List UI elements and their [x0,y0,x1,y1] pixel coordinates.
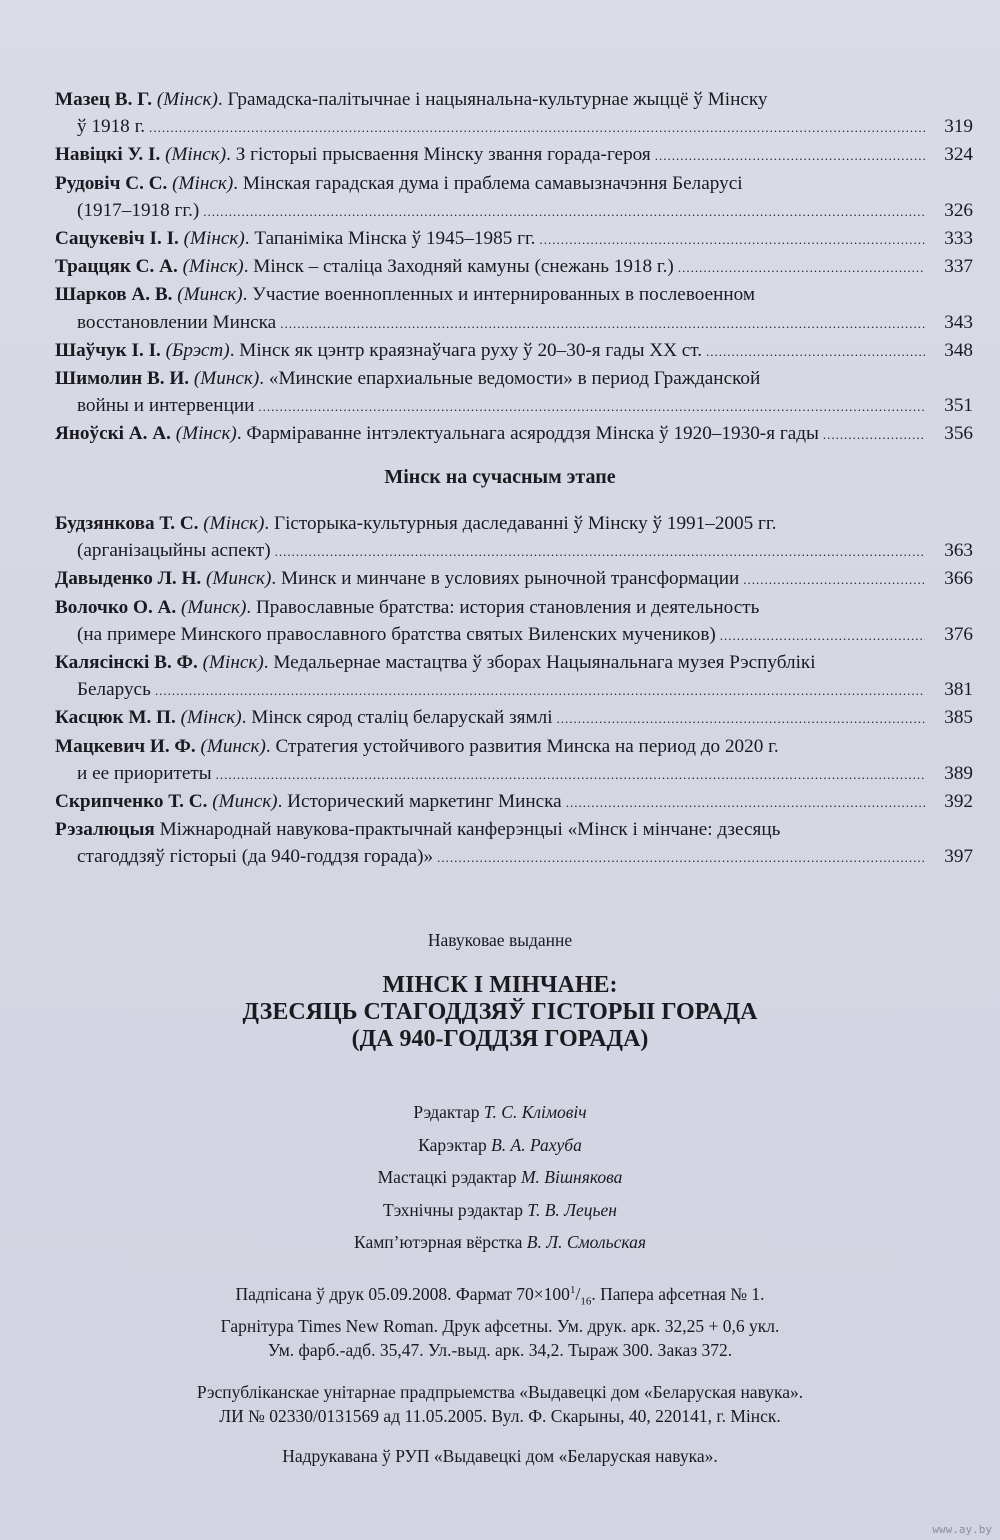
watermark: www.ay.by [932,1523,992,1536]
toc-entry-line [55,113,973,141]
page-number: 381 [944,679,973,701]
toc-entry [55,141,973,169]
page-number: 351 [944,395,973,417]
toc-author: Траццяк С. А. [55,256,178,278]
toc-entry-head: Скрипченко Т. С. (Минск). Исторический маркетинг Минска [55,791,562,813]
toc-author: Мацкевич И. Ф. [55,735,196,757]
toc-title: Тапаніміка Мінска ў 1945–1985 гг. [254,228,536,250]
toc-entry [55,337,973,365]
toc-title-continued: стагоддзяў гісторыі (да 940-годдзя горада)» [77,846,434,868]
toc-entry-line [55,565,973,593]
printing-line: Гарнітура Times New Roman. Друк афсетны. Ум. друк. арк. 32,25 + 0,6 укл. [220,1315,780,1336]
toc-entry-line [55,86,973,113]
toc-city: (Минск) [212,791,278,813]
toc-entry-head: Касцюк М. П. (Мінск). Мінск сярод сталіц беларускай зямлі [55,707,553,729]
toc-entry-head: Калясінскі В. Ф. (Мінск). Медальернае мастацтва ў зборах Нацыянальнага музея Рэспублікі [55,652,816,674]
toc-entry-line [55,676,973,704]
toc-entry [55,704,973,732]
edition-type: Навуковае выданне [427,930,573,950]
toc-title: З гісторыі прысваення Мінску звання горада-героя [235,144,651,166]
toc-title: Мінск як цэнтр краязнаўчага руху ў 20–30-я гады XX ст. [239,339,703,361]
toc-entry [55,649,973,704]
toc-title-continued: войны и интервенции [77,395,255,417]
toc-title-continued: Беларусь [77,679,151,701]
toc-section-1 [55,86,973,449]
toc-title: Грамадска-палітычнае і нацыянальна-культурнае жыццё ў Мінску [227,89,768,110]
toc-entry-line [55,621,973,649]
toc-author: Яноўскі А. А. [55,423,171,445]
credit-name: В. Л. Смольская [526,1232,646,1252]
leader-dots [823,421,925,448]
toc-entry-line [55,537,973,565]
toc-entry-line [55,309,973,337]
toc-title: «Минские епархиальные ведомости» в период Гражданской [268,368,761,390]
toc-entry-head: Волочко О. А. (Минск). Православные братства: история становления и деятельность [55,596,760,618]
page-number: 356 [944,423,973,445]
toc-author: Будзянкова Т. С. [55,513,199,534]
toc-entry-line [55,760,973,788]
leader-dots [216,761,925,788]
toc-title: Гісторыка-культурныя даследаванні ў Мінску ў 1991–2005 гг. [273,513,777,534]
toc-title: Мінск сярод сталіц беларускай зямлі [251,707,553,729]
toc-city: (Мінск) [202,652,264,674]
toc-author: Мазец В. Г. [55,89,153,110]
credit-role: Рэдактар [413,1102,480,1122]
toc-title: Участие военнопленных и интернированных в послевоенном [252,284,755,306]
toc-author: Рудовіч С. С. [55,172,168,194]
section-title: Мінск на сучасным этапе [384,466,616,488]
toc-entry [55,281,973,336]
toc-entry [55,594,973,649]
printing-text: Падпісана ў друк 05.09.2008. Фармат 70×100 [235,1283,570,1304]
book-title-line: МІНСК І МІНЧАНЕ: [382,972,618,998]
credit-line [0,1129,1000,1162]
toc-title: Исторический маркетинг Минска [287,791,562,813]
page-number: 333 [944,228,973,250]
toc-title-continued: (арганізацыйны аспект) [77,540,271,562]
toc-entry-head: Шимолин В. И. (Минск). «Минские епархиальные ведомости» в период Гражданской [55,368,761,390]
leader-dots [275,538,925,565]
toc-entry-line [55,365,973,392]
publisher-line: Рэспубліканскае унітарнае прадпрыемства «Выдавецкі дом «Беларуская навука». [196,1382,804,1402]
toc-entry [55,86,973,141]
toc-entry [55,788,973,816]
page-number: 324 [944,144,973,166]
toc-city: (Минск) [200,735,266,757]
toc-entry [55,170,973,225]
toc-author: Давыденко Л. Н. [55,568,202,590]
leader-dots [155,677,925,704]
credit-role: Камп’ютэрная вёрстка [354,1232,523,1252]
toc-title: Медальернае мастацтва ў зборах Нацыянальнага музея Рэспублікі [273,652,816,674]
toc-city: (Мінск) [203,513,265,534]
toc-entry-line [55,420,973,448]
toc-entry [55,253,973,281]
leader-dots [149,114,925,141]
page-number: 363 [944,540,973,562]
book-title-line: (ДА 940-ГОДДЗЯ ГОРАДА) [351,1026,649,1052]
credit-line [0,1161,1000,1194]
toc-entry-head: Мацкевич И. Ф. (Минск). Стратегия устойчивого развития Минска на период до 2020 г. [55,735,779,757]
toc-title-continued: и ее приоритеты [77,762,212,784]
toc-title-continued: ў 1918 г. [77,116,146,138]
toc-entry-line [55,281,973,308]
leader-dots [706,338,925,365]
toc-entry-head: Навіцкі У. І. (Мінск). З гісторыі прысваення Мінску звання горада-героя [55,144,651,166]
toc-city: (Мінск) [182,256,244,278]
toc-city: (Мінск) [180,707,242,729]
credit-line [0,1194,1000,1227]
leader-dots [557,705,925,732]
toc-entry-line [55,337,973,365]
toc-entry-line [55,197,973,225]
publisher-line: ЛИ № 02330/0131569 ад 11.05.2005. Вул. Ф. Скарыны, 40, 220141, г. Мінск. [219,1406,781,1426]
leader-dots [720,622,925,649]
toc-entry-head: Шарков А. В. (Минск). Участие военнопленных и интернированных в послевоенном [55,284,755,306]
toc-title: Фарміраванне інтэлектуальнага асяроддзя Мінска ў 1920–1930-я гады [246,423,819,445]
toc-city: (Мінск) [172,172,234,194]
printing-text: . Папера афсетная № 1. [591,1283,765,1304]
toc-entry-line [55,225,973,253]
credit-name: М. Вішнякова [520,1167,623,1187]
toc-author: Сацукевіч І. І. [55,228,179,250]
toc-entry-line [55,649,973,676]
book-title-line: ДЗЕСЯЦЬ СТАГОДДЗЯЎ ГІСТОРЫІ ГОРАДА [242,999,758,1025]
page-number: 348 [944,339,973,361]
format-sub: 16 [580,1295,592,1308]
toc-city: (Брэст) [165,339,230,361]
toc-title: Стратегия устойчивого развития Минска на период до 2020 г. [275,735,779,757]
toc-entry-line [55,170,973,197]
leader-dots [566,789,925,816]
page-number: 337 [944,256,973,278]
toc-author: Скрипченко Т. С. [55,791,208,813]
credit-name: Т. В. Лецьен [527,1199,617,1220]
toc-entry-line [55,510,973,537]
toc-entry-line [55,141,973,169]
book-title [0,972,1000,1053]
toc-entry-head: Рудовіч С. С. (Мінск). Мінская гарадская дума і праблема самавызначэння Беларусі [55,172,743,194]
toc-city: (Мінск) [165,144,227,166]
toc-entry-line [55,788,973,816]
toc-entry [55,816,973,871]
toc-title: Православные братства: история становления и деятельность [255,596,760,618]
toc-title: Мінск – сталіца Заходняй камуны (снежань 1918 г.) [253,256,674,278]
toc-title-continued: (1917–1918 гг.) [77,199,200,221]
toc-entry-head: Яноўскі А. А. (Мінск). Фарміраванне інтэлектуальнага асяроддзя Мінска ў 1920–1930-я гады [55,423,819,445]
page-number: 326 [944,199,973,221]
toc-entry-head: Сацукевіч І. І. (Мінск). Тапаніміка Мінска ў 1945–1985 гг. [55,228,536,250]
printed-by: Надрукавана ў РУП «Выдавецкі дом «Беларуская навука». [282,1446,718,1466]
toc-entry [55,565,973,593]
toc-entry [55,733,973,788]
toc-entry-line [55,843,973,871]
toc-title: Минск и минчане в условиях рыночной трансформации [281,568,740,590]
toc-entry [55,420,973,448]
toc-title-continued: восстановлении Минска [77,311,277,333]
toc-title: Міжнароднай навукова-практычнай канферэнцыі «Мінск і мінчане: дзесяць [159,819,781,841]
toc-city: (Минск) [180,596,247,618]
toc-entry-head: Траццяк С. А. (Мінск). Мінск – сталіца Заходняй камуны (снежань 1918 г.) [55,256,674,278]
page-number: 385 [944,707,973,729]
credit-role: Мастацкі рэдактар [377,1167,517,1187]
toc-author: Касцюк М. П. [55,707,176,729]
leader-dots [437,844,925,871]
toc-author: Волочко О. А. [55,596,177,618]
toc-city: (Минск) [177,284,243,306]
page-number: 343 [944,311,973,333]
toc-city: (Мінск) [156,89,218,110]
leader-dots [203,198,925,225]
leader-dots [539,226,925,253]
page-number: 376 [944,623,973,645]
toc-city: (Минск) [193,368,260,390]
toc-entry-line [55,594,973,621]
toc-title-continued: (на примере Минского православного братства святых Виленских мучеников) [77,623,716,645]
toc-entry [55,365,973,420]
toc-author: Навіцкі У. І. [55,144,161,166]
printing-line: Ум. фарб.-адб. 35,47. Ул.-выд. арк. 34,2. Тыраж 300. Заказ 372. [267,1340,733,1361]
toc-section-2 [55,510,973,872]
credit-name: Т. С. Клімовіч [483,1102,587,1122]
publisher-details [0,1380,1000,1428]
page-number: 366 [944,568,973,590]
credit-line [0,1096,1000,1129]
page-number: 389 [944,762,973,784]
toc-entry-line [55,704,973,732]
toc-entry [55,510,973,565]
toc-entry-head: Мазец В. Г. (Мінск). Грамадска-палітычнае і нацыянальна-культурнае жыццё ў Мінску [55,89,768,110]
toc-entry-line [55,392,973,420]
toc-author: Рэзалюцыя [55,819,155,841]
leader-dots [678,254,925,281]
toc-entry-head [55,816,780,843]
toc-city: (Мінск) [183,228,245,250]
toc-entry-head: Шаўчук І. І. (Брэст). Мінск як цэнтр краязнаўчага руху ў 20–30-я гады XX ст. [55,339,703,361]
toc-author: Шаўчук І. І. [55,339,161,361]
toc-city: (Мінск) [175,423,237,445]
toc-entry-line [55,816,973,843]
page-number: 392 [944,791,973,813]
toc-entry-head: Давыденко Л. Н. (Минск). Минск и минчане в условиях рыночной трансформации [55,568,740,590]
credit-name: В. А. Рахуба [491,1134,582,1155]
page-number: 319 [944,116,973,138]
toc-author: Шарков А. В. [55,284,173,306]
printing-line: Падпісана ў друк 05.09.2008. Фармат $70\times 100^1/_{16}$. Папера афсетная № 1. [235,1283,765,1308]
page-number: 397 [944,846,973,868]
credits [0,1096,1000,1259]
format-sup: 1 [569,1284,576,1296]
credit-role: Тэхнічны рэдактар [383,1199,523,1220]
toc-entry [55,225,973,253]
leader-dots [258,393,925,420]
leader-dots [743,566,925,593]
toc-city: (Минск) [206,568,272,590]
toc-title: Мінская гарадская дума і праблема самавызначэння Беларусі [242,172,743,194]
leader-dots [280,310,925,337]
credit-line [0,1226,1000,1259]
credit-role: Карэктар [418,1134,487,1155]
toc-author: Шимолин В. И. [55,368,190,390]
toc-entry-head: Будзянкова Т. С. (Мінск). Гісторыка-культурныя даследаванні ў Мінску ў 1991–2005 гг. [55,513,777,534]
toc-author: Калясінскі В. Ф. [55,652,198,674]
toc-entry-line [55,733,973,760]
leader-dots [655,142,925,169]
toc-entry-line [55,253,973,281]
printing-details [0,1278,1000,1363]
